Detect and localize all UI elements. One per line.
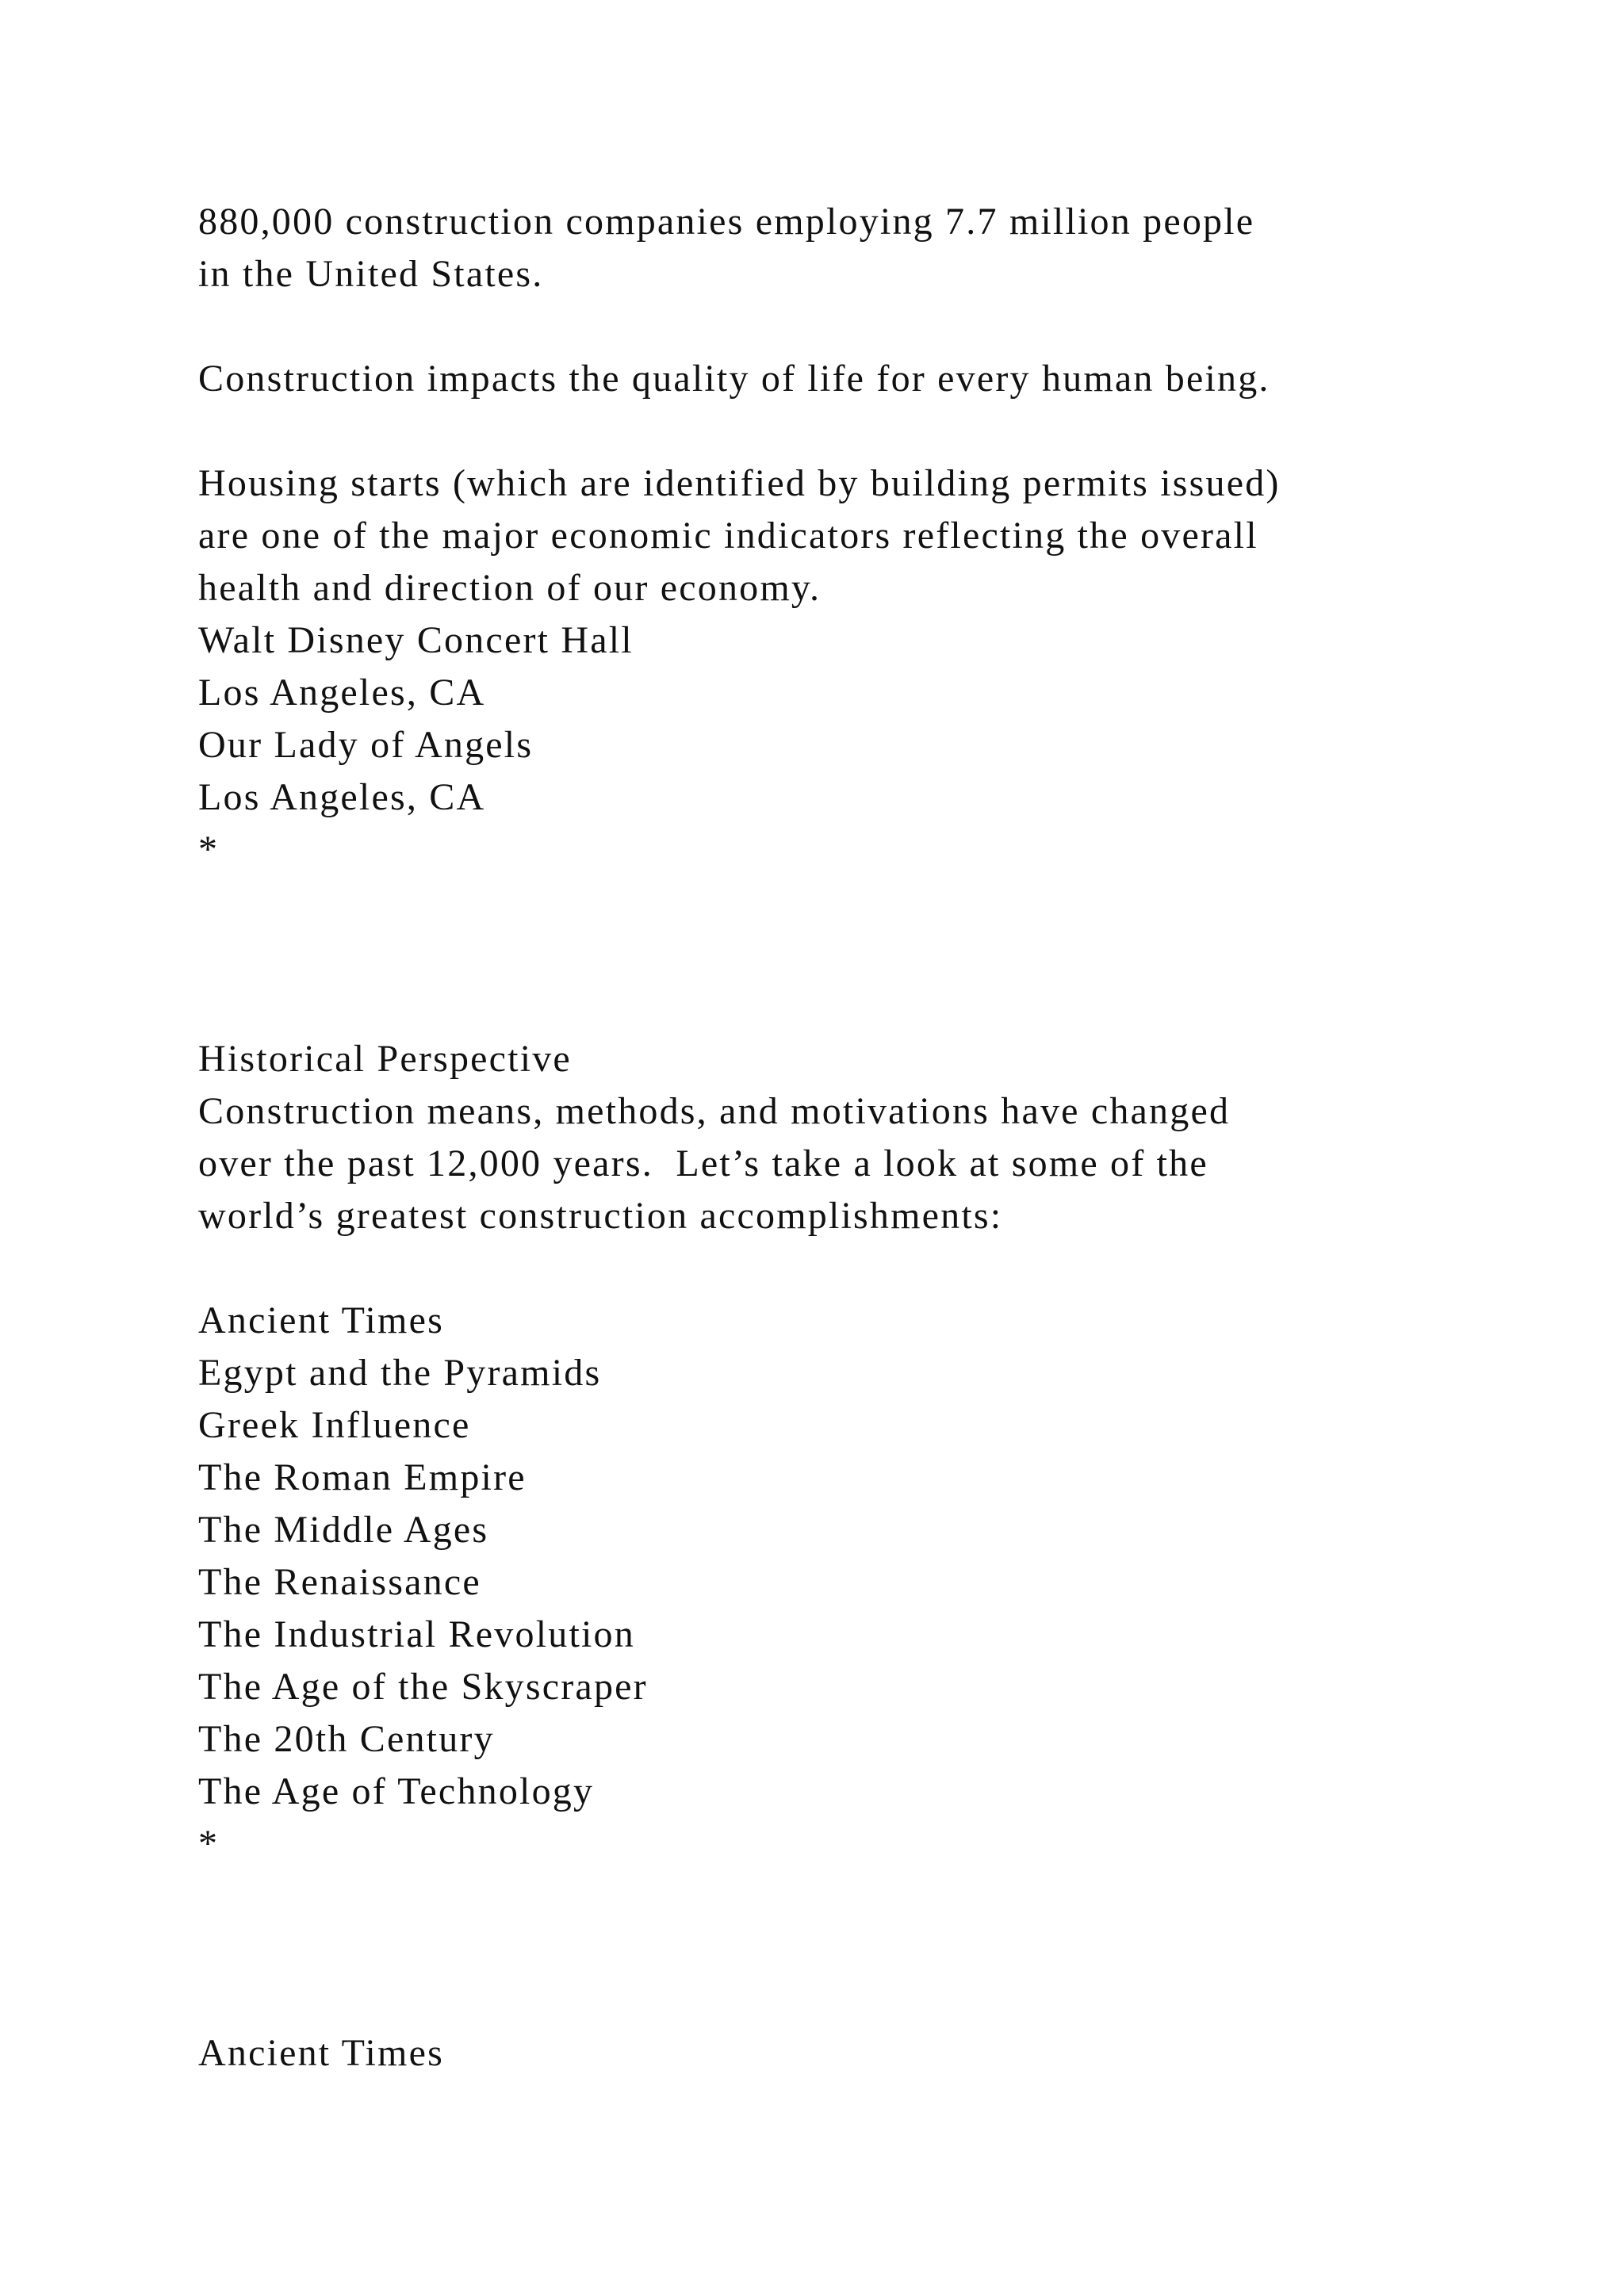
- text-line: world’s greatest construction accomplishments:: [198, 1195, 1003, 1237]
- text-line: Construction impacts the quality of life for every human being.: [198, 358, 1270, 400]
- text-line: Los Angeles, CA: [198, 672, 486, 714]
- list-item: The Middle Ages: [198, 1509, 489, 1551]
- list-item: The 20th Century: [198, 1718, 495, 1760]
- text-line: in the United States.: [198, 253, 544, 295]
- text-line: Housing starts (which are identified by building permits issued): [198, 462, 1281, 504]
- list-item: The Industrial Revolution: [198, 1613, 635, 1655]
- section-heading: Ancient Times: [198, 2032, 444, 2074]
- separator-asterisk: *: [198, 828, 220, 871]
- section-heading: Historical Perspective: [198, 1038, 572, 1080]
- text-line: Construction means, methods, and motivations have changed: [198, 1090, 1231, 1132]
- list-item: The Roman Empire: [198, 1456, 527, 1498]
- list-item: The Age of Technology: [198, 1770, 595, 1812]
- text-line: are one of the major economic indicators reflecting the overall: [198, 515, 1258, 557]
- text-line: over the past 12,000 years. Let’s take a look at some of the: [198, 1142, 1208, 1184]
- list-item: The Renaissance: [198, 1561, 481, 1603]
- list-item: Ancient Times: [198, 1299, 444, 1341]
- list-item: Egypt and the Pyramids: [198, 1352, 602, 1394]
- text-line: Los Angeles, CA: [198, 776, 486, 818]
- text-line: Walt Disney Concert Hall: [198, 619, 634, 661]
- separator-asterisk: *: [198, 1823, 220, 1865]
- list-item: Greek Influence: [198, 1404, 471, 1446]
- text-line: health and direction of our economy.: [198, 567, 822, 609]
- list-item: The Age of the Skyscraper: [198, 1666, 648, 1708]
- text-line: 880,000 construction companies employing 7.7 million people: [198, 201, 1255, 243]
- text-line: Our Lady of Angels: [198, 724, 534, 766]
